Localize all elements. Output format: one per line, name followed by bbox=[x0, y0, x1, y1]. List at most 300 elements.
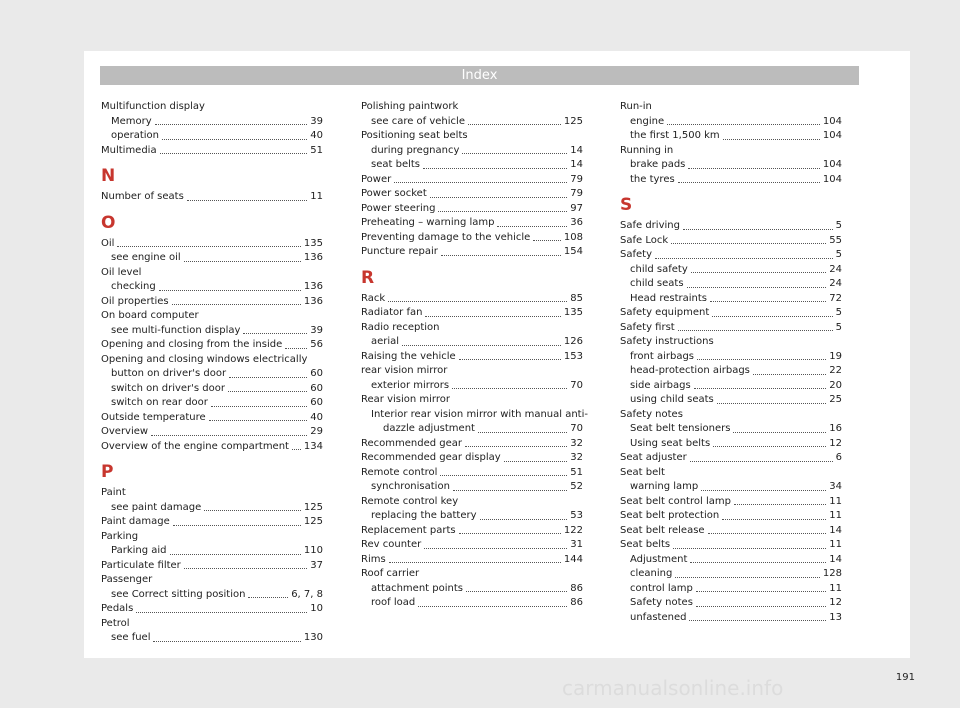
entry-page-ref: 53 bbox=[570, 510, 583, 521]
entry-page-ref: 79 bbox=[570, 188, 583, 199]
dot-leader bbox=[292, 449, 301, 450]
entry-term: synchronisation bbox=[371, 481, 450, 492]
index-entry bbox=[620, 350, 842, 365]
dot-leader bbox=[248, 597, 288, 598]
entry-term: Overview of the engine compartment bbox=[101, 440, 289, 452]
entry-term: aerial bbox=[371, 336, 400, 347]
index-heading: Interior rear vision mirror with manual anti- bbox=[371, 408, 588, 420]
dot-leader bbox=[388, 301, 567, 302]
index-heading: Polishing paintwork bbox=[361, 101, 459, 112]
index-heading: Running in bbox=[620, 144, 674, 156]
entry-page-ref: 97 bbox=[570, 202, 583, 214]
index-heading: Petrol bbox=[101, 617, 130, 629]
dot-leader bbox=[228, 391, 307, 392]
index-entry bbox=[620, 158, 842, 173]
index-entry bbox=[101, 251, 323, 266]
entry-term: Seat belt release bbox=[620, 524, 705, 536]
entry-page-ref: 128 bbox=[822, 568, 842, 579]
index-heading: Opening and closing windows electrically bbox=[101, 353, 308, 365]
entry-term: Replacement parts bbox=[361, 524, 456, 536]
entry-page-ref: 34 bbox=[829, 481, 842, 492]
dot-leader bbox=[430, 197, 568, 198]
entry-page-ref: 11 bbox=[829, 510, 842, 521]
dot-leader bbox=[694, 388, 827, 389]
index-entry bbox=[620, 480, 842, 495]
dot-leader bbox=[184, 261, 301, 262]
entry-page-ref: 5 bbox=[835, 249, 842, 260]
entry-term: Safe driving bbox=[620, 220, 680, 231]
dot-leader bbox=[394, 182, 567, 183]
entry-page-ref: 10 bbox=[310, 603, 323, 614]
index-entry bbox=[101, 280, 323, 295]
dot-leader bbox=[673, 548, 826, 549]
header-title: Index bbox=[461, 68, 498, 83]
entry-term: button on driver's door bbox=[111, 368, 227, 379]
dot-leader bbox=[753, 374, 826, 375]
dot-leader bbox=[187, 200, 307, 201]
entry-page-ref: 5 bbox=[835, 321, 842, 333]
index-entry bbox=[101, 295, 323, 310]
dot-leader bbox=[688, 168, 820, 169]
entry-term: side airbags bbox=[630, 379, 691, 391]
entry-page-ref: 24 bbox=[829, 278, 842, 289]
index-heading: Roof carrier bbox=[361, 568, 420, 579]
index-entry bbox=[361, 306, 583, 321]
index-entry bbox=[101, 411, 323, 426]
index-column-3 bbox=[620, 100, 842, 625]
dot-leader bbox=[151, 435, 307, 436]
dot-leader bbox=[689, 620, 826, 621]
entry-page-ref: 31 bbox=[570, 539, 583, 550]
dot-leader bbox=[155, 124, 308, 125]
index-entry bbox=[620, 321, 842, 336]
entry-page-ref: 32 bbox=[570, 437, 583, 449]
entry-term: operation bbox=[111, 130, 160, 141]
index-entry bbox=[361, 553, 583, 568]
index-entry bbox=[101, 338, 323, 353]
dot-leader bbox=[209, 420, 308, 421]
index-entry bbox=[620, 248, 842, 263]
entry-term: Safety first bbox=[620, 321, 675, 333]
entry-term: see Correct sitting position bbox=[111, 588, 246, 600]
index-entry bbox=[361, 350, 583, 365]
index-section-letter: N bbox=[101, 166, 116, 186]
index-section-letter: P bbox=[101, 462, 114, 482]
entry-term: checking bbox=[111, 281, 156, 292]
entry-page-ref: 14 bbox=[570, 144, 583, 156]
dot-leader bbox=[170, 554, 301, 555]
index-entry bbox=[101, 559, 323, 574]
dot-leader bbox=[696, 591, 826, 592]
dot-leader bbox=[465, 446, 567, 447]
index-heading: Rear vision mirror bbox=[361, 394, 450, 405]
entry-term: Preventing damage to the vehicle bbox=[361, 231, 531, 243]
entry-page-ref: 14 bbox=[829, 553, 842, 565]
index-heading: Parking bbox=[101, 530, 139, 542]
dot-leader bbox=[683, 229, 833, 230]
entry-page-ref: 79 bbox=[570, 173, 583, 185]
entry-page-ref: 104 bbox=[822, 115, 842, 127]
entry-term: Remote control bbox=[361, 466, 438, 478]
index-entry bbox=[101, 425, 323, 440]
dot-leader bbox=[423, 168, 567, 169]
entry-term: Puncture repair bbox=[361, 246, 438, 257]
dot-leader bbox=[453, 490, 567, 491]
entry-term: brake pads bbox=[630, 159, 686, 170]
entry-term: child seats bbox=[630, 278, 684, 289]
entry-term: unfastened bbox=[630, 611, 687, 623]
dot-leader bbox=[708, 533, 827, 534]
index-section-letter: R bbox=[361, 267, 375, 288]
entry-page-ref: 110 bbox=[303, 545, 323, 556]
entry-term: exterior mirrors bbox=[371, 379, 450, 391]
dot-leader bbox=[440, 475, 567, 476]
watermark-text: carmanualsonline.info bbox=[562, 676, 784, 700]
entry-term: Rack bbox=[361, 292, 386, 304]
entry-page-ref: 86 bbox=[570, 597, 583, 608]
entry-page-ref: 136 bbox=[303, 295, 323, 307]
index-entry bbox=[101, 440, 323, 455]
dot-leader bbox=[136, 612, 307, 613]
dot-leader bbox=[691, 272, 826, 273]
index-column-2 bbox=[361, 100, 588, 611]
index-entry bbox=[361, 582, 583, 597]
entry-page-ref: 13 bbox=[829, 611, 842, 623]
index-entry bbox=[101, 190, 323, 205]
index-heading: Run-in bbox=[620, 101, 652, 112]
dot-leader bbox=[690, 562, 826, 563]
entry-term: Head restraints bbox=[630, 292, 707, 304]
entry-term: Safe Lock bbox=[620, 234, 669, 246]
index-entry bbox=[101, 129, 323, 144]
index-entry bbox=[361, 596, 583, 611]
index-entry bbox=[361, 245, 583, 260]
index-heading: Positioning seat belts bbox=[361, 130, 468, 141]
entry-term: see paint damage bbox=[111, 501, 202, 513]
entry-page-ref: 51 bbox=[310, 144, 323, 156]
entry-term: front airbags bbox=[630, 350, 695, 362]
entry-page-ref: 135 bbox=[563, 307, 583, 318]
index-entry bbox=[620, 611, 842, 626]
entry-term: Seat belts bbox=[620, 539, 671, 550]
entry-page-ref: 11 bbox=[829, 539, 842, 550]
index-heading: Remote control key bbox=[361, 495, 459, 507]
entry-page-ref: 14 bbox=[570, 159, 583, 170]
entry-page-ref: 5 bbox=[835, 307, 842, 318]
index-entry bbox=[361, 524, 583, 539]
entry-page-ref: 104 bbox=[822, 159, 842, 170]
index-entry bbox=[620, 129, 842, 144]
dot-leader bbox=[459, 359, 561, 360]
dot-leader bbox=[667, 124, 820, 125]
entry-page-ref: 40 bbox=[310, 130, 323, 141]
entry-term: Opening and closing from the inside bbox=[101, 339, 283, 350]
entry-page-ref: 108 bbox=[563, 231, 583, 243]
dot-leader bbox=[160, 153, 308, 154]
entry-page-ref: 126 bbox=[563, 336, 583, 347]
entry-term: warning lamp bbox=[630, 481, 699, 492]
dot-leader bbox=[418, 606, 567, 607]
entry-page-ref: 125 bbox=[303, 501, 323, 513]
entry-term: Oil properties bbox=[101, 295, 169, 307]
dot-leader bbox=[162, 139, 307, 140]
index-entry bbox=[101, 324, 323, 339]
index-entry bbox=[620, 553, 842, 568]
index-heading: Passenger bbox=[101, 574, 153, 585]
entry-page-ref: 39 bbox=[310, 324, 323, 336]
index-entry bbox=[620, 219, 842, 234]
entry-term: Safety bbox=[620, 249, 652, 260]
entry-term: using child seats bbox=[630, 394, 714, 405]
entry-term: Number of seats bbox=[101, 191, 184, 202]
index-entry bbox=[361, 173, 583, 188]
dot-leader bbox=[441, 255, 561, 256]
entry-term: see engine oil bbox=[111, 252, 181, 263]
dot-leader bbox=[172, 304, 301, 305]
entry-term: Seat belt control lamp bbox=[620, 495, 731, 507]
entry-term: Particulate filter bbox=[101, 559, 181, 571]
dot-leader bbox=[425, 316, 560, 317]
dot-leader bbox=[655, 258, 833, 259]
dot-leader bbox=[697, 359, 826, 360]
entry-page-ref: 11 bbox=[829, 582, 842, 594]
index-entry bbox=[361, 466, 583, 481]
entry-term: the first 1,500 km bbox=[630, 130, 720, 141]
entry-page-ref: 136 bbox=[303, 281, 323, 292]
entry-page-ref: 6 bbox=[835, 452, 842, 463]
entry-term: Power steering bbox=[361, 202, 436, 214]
index-heading: Multifunction display bbox=[101, 101, 205, 112]
dot-leader bbox=[687, 287, 827, 288]
dot-leader bbox=[722, 519, 826, 520]
index-entry bbox=[620, 292, 842, 307]
index-entry bbox=[101, 602, 323, 617]
entry-term: Seat belt tensioners bbox=[630, 423, 731, 434]
entry-term: dazzle adjustment bbox=[383, 423, 475, 434]
index-entry bbox=[361, 158, 583, 173]
dot-leader bbox=[159, 290, 301, 291]
index-entry bbox=[620, 509, 842, 524]
dot-leader bbox=[424, 548, 567, 549]
entry-term: Overview bbox=[101, 426, 149, 437]
dot-leader bbox=[389, 562, 561, 563]
index-column-1 bbox=[101, 100, 323, 646]
entry-page-ref: 12 bbox=[829, 597, 842, 608]
entry-page-ref: 154 bbox=[563, 246, 583, 257]
index-entry bbox=[101, 588, 323, 603]
dot-leader bbox=[717, 403, 827, 404]
index-entry bbox=[620, 495, 842, 510]
entry-term: Pedals bbox=[101, 603, 134, 614]
entry-page-ref: 32 bbox=[570, 452, 583, 463]
entry-page-ref: 104 bbox=[822, 130, 842, 141]
entry-term: Adjustment bbox=[630, 553, 688, 565]
entry-term: seat belts bbox=[371, 159, 420, 170]
entry-page-ref: 12 bbox=[829, 437, 842, 449]
dot-leader bbox=[712, 316, 832, 317]
entry-page-ref: 125 bbox=[563, 115, 583, 127]
index-entry bbox=[620, 538, 842, 553]
dot-leader bbox=[459, 533, 561, 534]
entry-page-ref: 86 bbox=[570, 582, 583, 594]
entry-term: see fuel bbox=[111, 632, 151, 643]
entry-page-ref: 134 bbox=[303, 440, 323, 452]
index-entry bbox=[361, 115, 583, 130]
page-number: 191 bbox=[895, 672, 915, 683]
entry-page-ref: 60 bbox=[310, 368, 323, 379]
entry-page-ref: 60 bbox=[310, 397, 323, 408]
index-entry bbox=[620, 173, 842, 188]
entry-page-ref: 56 bbox=[310, 339, 323, 350]
dot-leader bbox=[211, 406, 307, 407]
entry-term: Recommended gear display bbox=[361, 452, 501, 463]
entry-term: control lamp bbox=[630, 582, 693, 594]
entry-term: child safety bbox=[630, 263, 688, 275]
index-entry bbox=[620, 115, 842, 130]
entry-term: Seat adjuster bbox=[620, 452, 687, 463]
entry-page-ref: 25 bbox=[829, 394, 842, 405]
entry-page-ref: 104 bbox=[822, 173, 842, 185]
index-entry bbox=[101, 396, 323, 411]
entry-term: switch on rear door bbox=[111, 397, 208, 408]
dot-leader bbox=[173, 525, 301, 526]
index-heading: Oil level bbox=[101, 266, 142, 278]
index-entry bbox=[361, 292, 583, 307]
index-entry bbox=[361, 480, 583, 495]
entry-page-ref: 16 bbox=[829, 423, 842, 434]
entry-term: during pregnancy bbox=[371, 144, 460, 156]
index-entry bbox=[101, 237, 323, 252]
entry-page-ref: 70 bbox=[570, 423, 583, 434]
index-entry bbox=[620, 277, 842, 292]
entry-term: attachment points bbox=[371, 582, 463, 594]
index-heading: Safety notes bbox=[620, 408, 683, 420]
entry-term: see multi-function display bbox=[111, 324, 241, 336]
index-entry bbox=[361, 379, 583, 394]
dot-leader bbox=[497, 226, 567, 227]
index-heading: rear vision mirror bbox=[361, 365, 448, 376]
entry-term: cleaning bbox=[630, 568, 673, 579]
entry-page-ref: 5 bbox=[835, 220, 842, 231]
index-entry bbox=[361, 335, 583, 350]
dot-leader bbox=[480, 519, 568, 520]
entry-term: Oil bbox=[101, 237, 115, 249]
index-entry bbox=[361, 144, 583, 159]
index-entry bbox=[361, 202, 583, 217]
entry-page-ref: 144 bbox=[563, 553, 583, 565]
entry-page-ref: 40 bbox=[310, 411, 323, 423]
entry-term: roof load bbox=[371, 597, 416, 608]
dot-leader bbox=[466, 591, 567, 592]
index-entry bbox=[620, 393, 842, 408]
entry-page-ref: 136 bbox=[303, 252, 323, 263]
entry-page-ref: 11 bbox=[310, 191, 323, 202]
dot-leader bbox=[285, 348, 307, 349]
index-entry bbox=[620, 234, 842, 249]
index-entry bbox=[101, 631, 323, 646]
entry-page-ref: 70 bbox=[570, 379, 583, 391]
index-entry bbox=[620, 567, 842, 582]
dot-leader bbox=[713, 446, 826, 447]
index-entry bbox=[101, 382, 323, 397]
index-entry bbox=[101, 501, 323, 516]
entry-page-ref: 85 bbox=[570, 292, 583, 304]
index-heading: On board computer bbox=[101, 310, 199, 321]
entry-page-ref: 19 bbox=[829, 350, 842, 362]
dot-leader bbox=[204, 510, 301, 511]
entry-term: Rev counter bbox=[361, 539, 422, 550]
dot-leader bbox=[671, 243, 826, 244]
entry-term: switch on driver's door bbox=[111, 382, 225, 394]
dot-leader bbox=[690, 461, 833, 462]
dot-leader bbox=[533, 240, 561, 241]
index-entry bbox=[620, 582, 842, 597]
entry-term: Safety equipment bbox=[620, 307, 710, 318]
entry-term: head-protection airbags bbox=[630, 365, 750, 376]
entry-page-ref: 14 bbox=[829, 524, 842, 536]
entry-term: see care of vehicle bbox=[371, 115, 465, 127]
dot-leader bbox=[243, 333, 307, 334]
index-entry bbox=[620, 596, 842, 611]
index-entry bbox=[361, 216, 583, 231]
index-heading: Paint bbox=[101, 487, 126, 498]
entry-term: Outside temperature bbox=[101, 411, 206, 423]
entry-term: Power bbox=[361, 173, 392, 185]
entry-page-ref: 24 bbox=[829, 263, 842, 275]
dot-leader bbox=[734, 504, 826, 505]
index-entry bbox=[361, 231, 583, 246]
index-entry bbox=[101, 367, 323, 382]
entry-page-ref: 20 bbox=[829, 379, 842, 391]
index-entry bbox=[620, 263, 842, 278]
index-entry bbox=[361, 509, 583, 524]
entry-page-ref: 153 bbox=[563, 350, 583, 362]
dot-leader bbox=[478, 432, 567, 433]
index-entry bbox=[620, 437, 842, 452]
entry-term: Paint damage bbox=[101, 516, 170, 527]
index-heading: Safety instructions bbox=[620, 336, 714, 347]
entry-page-ref: 130 bbox=[303, 632, 323, 643]
dot-leader bbox=[438, 211, 567, 212]
dot-leader bbox=[504, 461, 568, 462]
index-heading: Radio reception bbox=[361, 321, 440, 333]
dot-leader bbox=[710, 301, 826, 302]
entry-page-ref: 36 bbox=[570, 217, 583, 228]
entry-page-ref: 6, 7, 8 bbox=[291, 588, 323, 600]
dot-leader bbox=[701, 490, 826, 491]
entry-page-ref: 122 bbox=[563, 524, 583, 536]
index-entry bbox=[620, 379, 842, 394]
dot-leader bbox=[462, 153, 567, 154]
index-section-letter: O bbox=[101, 212, 116, 233]
dot-leader bbox=[723, 139, 820, 140]
entry-term: Seat belt protection bbox=[620, 510, 720, 521]
dot-leader bbox=[153, 641, 300, 642]
entry-term: Recommended gear bbox=[361, 437, 463, 449]
index-entry bbox=[101, 544, 323, 559]
dot-leader bbox=[468, 124, 561, 125]
index-section-letter: S bbox=[620, 195, 633, 215]
index-heading: Seat belt bbox=[620, 466, 665, 478]
index-entry bbox=[620, 524, 842, 539]
entry-page-ref: 125 bbox=[303, 516, 323, 527]
entry-term: Raising the vehicle bbox=[361, 350, 456, 362]
dot-leader bbox=[117, 246, 300, 247]
dot-leader bbox=[675, 577, 820, 578]
entry-term: Power socket bbox=[361, 188, 427, 199]
index-entry bbox=[101, 115, 323, 130]
dot-leader bbox=[402, 345, 561, 346]
